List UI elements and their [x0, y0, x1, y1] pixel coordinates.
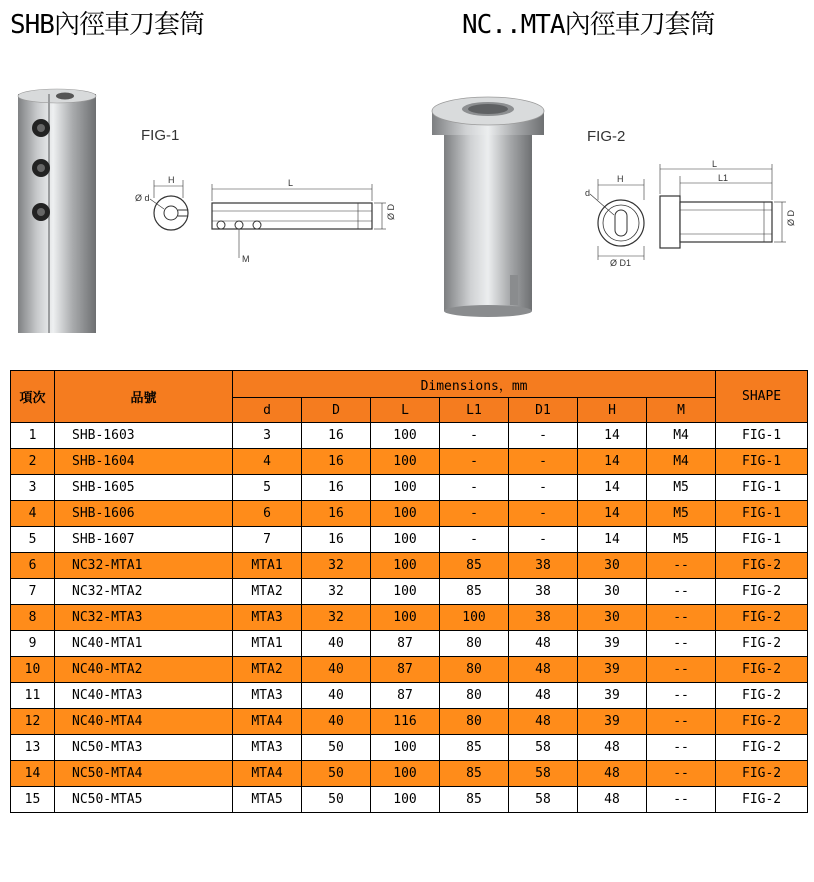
- cell-h: 39: [578, 683, 647, 709]
- cell-no: 3: [11, 475, 55, 501]
- cell-h: 30: [578, 553, 647, 579]
- cell-l: 87: [371, 683, 440, 709]
- shb-sleeve-photo: [10, 88, 105, 333]
- cell-shape: FIG-2: [716, 605, 808, 631]
- fig1-label: FIG-1: [141, 127, 180, 144]
- cell-d: 40: [302, 631, 371, 657]
- cell-shape: FIG-2: [716, 709, 808, 735]
- table-row: [11, 657, 808, 683]
- table-row: [11, 683, 808, 709]
- cell-l: 100: [371, 735, 440, 761]
- cell-l: 100: [371, 423, 440, 449]
- cell-h: 39: [578, 657, 647, 683]
- cell-l1: 85: [440, 579, 509, 605]
- cell-shape: FIG-1: [716, 527, 808, 553]
- cell-d: 32: [302, 605, 371, 631]
- cell-m: M5: [647, 501, 716, 527]
- cell-no: 6: [11, 553, 55, 579]
- cell-model: NC32-MTA2: [55, 579, 233, 605]
- cell-model: NC40-MTA3: [55, 683, 233, 709]
- cell-model: SHB-1604: [55, 449, 233, 475]
- cell-no: 1: [11, 423, 55, 449]
- cell-no: 7: [11, 579, 55, 605]
- fig2-dim-d: d: [585, 188, 591, 198]
- cell-m: --: [647, 553, 716, 579]
- cell-l: 87: [371, 657, 440, 683]
- cell-d1: 38: [509, 605, 578, 631]
- table-row: [11, 709, 808, 735]
- cell-l1: 85: [440, 787, 509, 813]
- cell-no: 5: [11, 527, 55, 553]
- cell-l1: -: [440, 475, 509, 501]
- cell-d: 6: [233, 501, 302, 527]
- cell-m: --: [647, 683, 716, 709]
- cell-shape: FIG-2: [716, 553, 808, 579]
- cell-model: SHB-1605: [55, 475, 233, 501]
- cell-m: --: [647, 657, 716, 683]
- cell-d1: 48: [509, 631, 578, 657]
- cell-d: MTA3: [233, 683, 302, 709]
- header-col-h: H: [578, 398, 647, 423]
- cell-h: 48: [578, 761, 647, 787]
- cell-model: NC50-MTA4: [55, 761, 233, 787]
- cell-d1: 48: [509, 683, 578, 709]
- cell-h: 14: [578, 501, 647, 527]
- header-dimensions: Dimensions，mm: [233, 371, 716, 398]
- cell-no: 11: [11, 683, 55, 709]
- header-model: 品號: [55, 371, 233, 423]
- cell-d: 16: [302, 527, 371, 553]
- cell-m: --: [647, 605, 716, 631]
- cell-d: 40: [302, 657, 371, 683]
- spec-table: [10, 370, 808, 813]
- fig1-dim-bigd: Ø D: [386, 203, 396, 220]
- cell-no: 12: [11, 709, 55, 735]
- cell-m: M4: [647, 423, 716, 449]
- fig2-dim-h: H: [617, 174, 624, 184]
- cell-shape: FIG-1: [716, 475, 808, 501]
- cell-l: 100: [371, 787, 440, 813]
- cell-l1: -: [440, 449, 509, 475]
- cell-d: 7: [233, 527, 302, 553]
- table-row: [11, 449, 808, 475]
- cell-l: 100: [371, 605, 440, 631]
- cell-d: MTA1: [233, 553, 302, 579]
- cell-d: 16: [302, 423, 371, 449]
- cell-d1: -: [509, 423, 578, 449]
- cell-h: 14: [578, 475, 647, 501]
- cell-l: 116: [371, 709, 440, 735]
- cell-l1: 85: [440, 553, 509, 579]
- cell-h: 30: [578, 579, 647, 605]
- table-row: [11, 423, 808, 449]
- header-col-m: M: [647, 398, 716, 423]
- cell-l1: -: [440, 501, 509, 527]
- cell-shape: FIG-1: [716, 501, 808, 527]
- table-row: [11, 501, 808, 527]
- cell-no: 4: [11, 501, 55, 527]
- cell-d: MTA4: [233, 709, 302, 735]
- header-shape: SHAPE: [716, 371, 808, 423]
- cell-shape: FIG-2: [716, 787, 808, 813]
- cell-d1: -: [509, 527, 578, 553]
- cell-l: 100: [371, 449, 440, 475]
- cell-shape: FIG-2: [716, 631, 808, 657]
- cell-model: NC50-MTA3: [55, 735, 233, 761]
- cell-no: 15: [11, 787, 55, 813]
- cell-shape: FIG-2: [716, 683, 808, 709]
- cell-d: 16: [302, 475, 371, 501]
- cell-m: M5: [647, 527, 716, 553]
- header-no: 項次: [11, 371, 55, 423]
- cell-d: 4: [233, 449, 302, 475]
- cell-no: 9: [11, 631, 55, 657]
- cell-model: SHB-1607: [55, 527, 233, 553]
- fig2-dim-l1: L1: [718, 173, 729, 183]
- cell-model: NC40-MTA2: [55, 657, 233, 683]
- cell-l: 87: [371, 631, 440, 657]
- header-col-l1: L1: [440, 398, 509, 423]
- cell-shape: FIG-2: [716, 735, 808, 761]
- cell-no: 8: [11, 605, 55, 631]
- fig1-dim-h: H: [168, 175, 175, 185]
- cell-m: M5: [647, 475, 716, 501]
- cell-d: 32: [302, 579, 371, 605]
- cell-m: M4: [647, 449, 716, 475]
- cell-d1: 48: [509, 657, 578, 683]
- cell-d1: 58: [509, 761, 578, 787]
- cell-d1: 58: [509, 787, 578, 813]
- cell-l: 100: [371, 553, 440, 579]
- cell-m: --: [647, 631, 716, 657]
- title-nc-mta: NC..MTA內徑車刀套筒: [462, 10, 715, 40]
- table-row: [11, 735, 808, 761]
- cell-d: 16: [302, 449, 371, 475]
- cell-model: SHB-1603: [55, 423, 233, 449]
- fig2-dim-l: L: [712, 160, 718, 169]
- cell-m: --: [647, 761, 716, 787]
- fig2-label: FIG-2: [587, 128, 626, 145]
- cell-d1: -: [509, 501, 578, 527]
- header-col-d: d: [233, 398, 302, 423]
- cell-model: NC32-MTA3: [55, 605, 233, 631]
- cell-l1: 85: [440, 735, 509, 761]
- fig2-dim-d1: Ø D1: [610, 258, 632, 268]
- table-row: [11, 527, 808, 553]
- fig1-dim-m: M: [242, 254, 250, 264]
- cell-l1: -: [440, 527, 509, 553]
- cell-d1: -: [509, 449, 578, 475]
- cell-d: 16: [302, 501, 371, 527]
- cell-l1: 80: [440, 631, 509, 657]
- cell-no: 13: [11, 735, 55, 761]
- cell-d1: 38: [509, 553, 578, 579]
- cell-shape: FIG-1: [716, 423, 808, 449]
- fig1-drawing: [128, 170, 403, 270]
- cell-d: 3: [233, 423, 302, 449]
- cell-m: --: [647, 787, 716, 813]
- cell-l: 100: [371, 475, 440, 501]
- cell-d1: 48: [509, 709, 578, 735]
- table-row: [11, 761, 808, 787]
- cell-d: MTA3: [233, 605, 302, 631]
- cell-h: 39: [578, 631, 647, 657]
- cell-d: 50: [302, 787, 371, 813]
- cell-d1: 38: [509, 579, 578, 605]
- cell-l: 100: [371, 579, 440, 605]
- fig1-dim-l: L: [288, 178, 294, 188]
- cell-l1: 80: [440, 683, 509, 709]
- cell-shape: FIG-2: [716, 657, 808, 683]
- table-row: [11, 475, 808, 501]
- cell-shape: FIG-2: [716, 579, 808, 605]
- cell-no: 2: [11, 449, 55, 475]
- cell-model: NC32-MTA1: [55, 553, 233, 579]
- table-row: [11, 631, 808, 657]
- fig2-dim-bigd: Ø D: [786, 209, 796, 226]
- cell-d: MTA3: [233, 735, 302, 761]
- cell-d: MTA5: [233, 787, 302, 813]
- cell-d: MTA4: [233, 761, 302, 787]
- header-col-d: D: [302, 398, 371, 423]
- cell-shape: FIG-1: [716, 449, 808, 475]
- cell-l: 100: [371, 527, 440, 553]
- cell-h: 48: [578, 735, 647, 761]
- cell-d: 32: [302, 553, 371, 579]
- cell-d: 5: [233, 475, 302, 501]
- cell-m: --: [647, 709, 716, 735]
- cell-no: 10: [11, 657, 55, 683]
- header-col-l: L: [371, 398, 440, 423]
- cell-d: MTA2: [233, 579, 302, 605]
- header-col-d1: D1: [509, 398, 578, 423]
- cell-d1: -: [509, 475, 578, 501]
- fig2-drawing: [578, 160, 800, 270]
- cell-l1: -: [440, 423, 509, 449]
- cell-h: 14: [578, 449, 647, 475]
- title-shb: SHB內徑車刀套筒: [10, 10, 204, 40]
- nc-mta-sleeve-photo: [428, 95, 550, 320]
- cell-l1: 85: [440, 761, 509, 787]
- cell-model: SHB-1606: [55, 501, 233, 527]
- cell-d: 50: [302, 735, 371, 761]
- cell-m: --: [647, 579, 716, 605]
- cell-l1: 80: [440, 709, 509, 735]
- cell-no: 14: [11, 761, 55, 787]
- table-row: [11, 579, 808, 605]
- cell-d: MTA1: [233, 631, 302, 657]
- cell-d: 40: [302, 683, 371, 709]
- cell-d: 50: [302, 761, 371, 787]
- cell-l: 100: [371, 501, 440, 527]
- cell-l: 100: [371, 761, 440, 787]
- cell-h: 14: [578, 527, 647, 553]
- cell-shape: FIG-2: [716, 761, 808, 787]
- cell-h: 48: [578, 787, 647, 813]
- cell-model: NC50-MTA5: [55, 787, 233, 813]
- table-row: [11, 605, 808, 631]
- cell-l1: 100: [440, 605, 509, 631]
- cell-h: 39: [578, 709, 647, 735]
- table-row: [11, 787, 808, 813]
- cell-d: MTA2: [233, 657, 302, 683]
- cell-model: NC40-MTA4: [55, 709, 233, 735]
- cell-model: NC40-MTA1: [55, 631, 233, 657]
- cell-d1: 58: [509, 735, 578, 761]
- cell-h: 30: [578, 605, 647, 631]
- fig1-dim-d: Ø d: [135, 193, 150, 203]
- cell-d: 40: [302, 709, 371, 735]
- cell-h: 14: [578, 423, 647, 449]
- cell-l1: 80: [440, 657, 509, 683]
- cell-m: --: [647, 735, 716, 761]
- table-row: [11, 553, 808, 579]
